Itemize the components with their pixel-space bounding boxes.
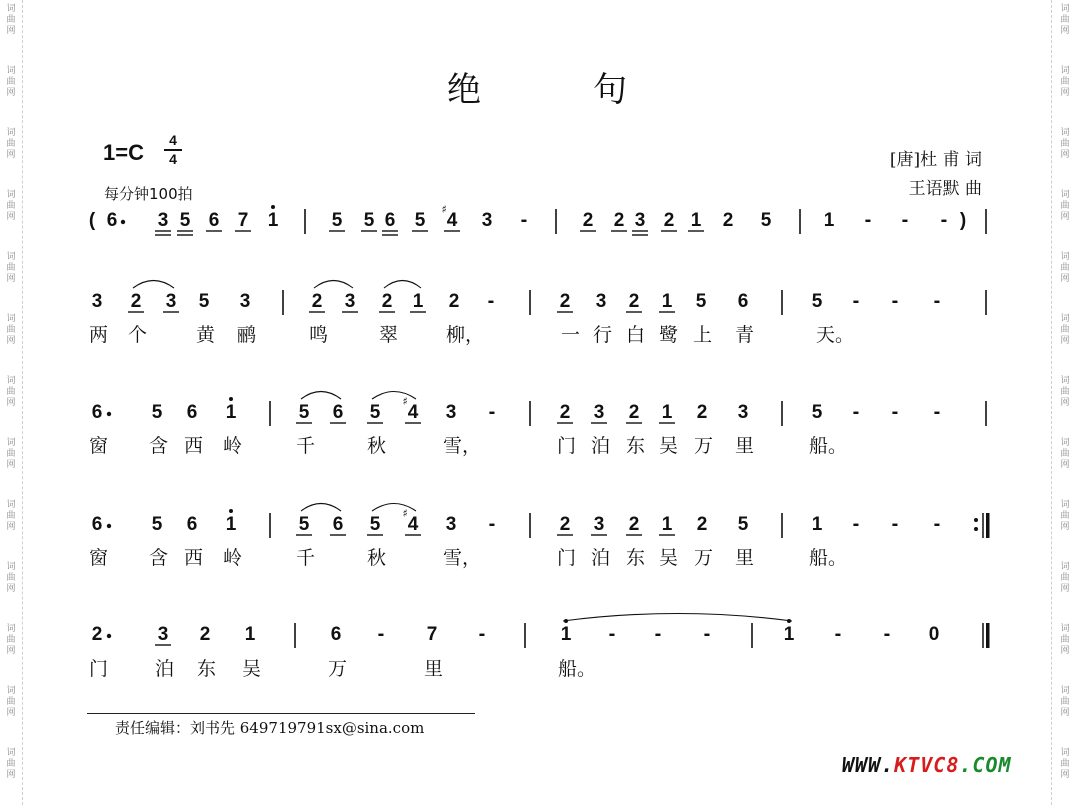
augmentation-dot — [107, 412, 111, 416]
note-digit: 2 — [696, 514, 708, 535]
augmentation-dot — [107, 524, 111, 528]
lyric-char: 窗 — [89, 547, 109, 569]
dash-sustain: - — [940, 209, 948, 231]
dash-sustain: - — [901, 209, 909, 231]
lyric-char: 吴 — [242, 658, 262, 680]
note-digit: 2 — [311, 291, 323, 312]
sharp-sign: ♯ — [402, 507, 408, 520]
note-digit: 3 — [157, 624, 169, 645]
watermark-text: 词 曲 网 — [1060, 252, 1070, 284]
slur-arc — [563, 614, 792, 622]
note-digit: 4 — [446, 210, 458, 231]
note-digit: 5 — [363, 210, 375, 231]
dash-sustain: - — [377, 623, 385, 645]
lyric-char: 千 — [296, 547, 316, 569]
note-digit: 1 — [267, 210, 279, 231]
repeat-dot-lower — [974, 527, 978, 531]
lyric-char: 含 — [149, 435, 169, 457]
repeat-barline-thick — [986, 513, 990, 538]
note-digit: 1 — [661, 402, 673, 423]
lyric-char: 一 — [561, 324, 581, 346]
lyric-char: 上 — [693, 324, 713, 346]
slur-arc — [372, 504, 416, 512]
note-digit: 1 — [244, 624, 256, 645]
dash-sustain: - — [891, 290, 899, 312]
repeat-dot-upper — [974, 518, 978, 522]
slur-arc — [133, 281, 174, 289]
lyric-char: 西 — [184, 547, 204, 569]
note-digit: 5 — [760, 210, 772, 231]
lyric-char: 船。 — [558, 658, 597, 680]
augmentation-dot — [107, 634, 111, 638]
dash-sustain: - — [703, 623, 711, 645]
dash-sustain: - — [933, 513, 941, 535]
watermark-text: 词 曲 网 — [1060, 748, 1070, 780]
note-digit: 2 — [663, 210, 675, 231]
watermark-text: 词 曲 网 — [6, 190, 16, 222]
note-digit: 6 — [91, 402, 103, 423]
note-digit: 3 — [481, 210, 493, 231]
lyric-char: 门 — [557, 435, 577, 457]
note-digit: 5 — [298, 514, 310, 535]
slur-arc — [372, 392, 416, 400]
slur-arc — [301, 392, 341, 400]
note-digit: 6 — [208, 210, 220, 231]
lyric-char: 岭 — [223, 547, 243, 569]
note-digit: 5 — [737, 514, 749, 535]
footer-rule — [87, 713, 475, 714]
lyric-char: 两 — [89, 324, 109, 346]
dash-sustain: - — [488, 513, 496, 535]
lyric-char: 柳， — [446, 324, 485, 346]
lyric-char: 鸣 — [309, 324, 329, 346]
note-digit: 3 — [165, 291, 177, 312]
watermark-text: 词 曲 网 — [6, 66, 16, 98]
lyric-char: 秋 — [367, 435, 387, 457]
dash-sustain: - — [520, 209, 528, 231]
watermark-text: 词 曲 网 — [1060, 128, 1070, 160]
lyric-char: 行 — [593, 324, 613, 346]
note-digit: 7 — [426, 624, 438, 645]
note-digit: 1 — [823, 210, 835, 231]
dash-sustain: - — [933, 290, 941, 312]
note-digit: 3 — [91, 291, 103, 312]
note-digit: 5 — [151, 402, 163, 423]
site-logo — [842, 753, 1012, 777]
note-digit: 5 — [298, 402, 310, 423]
note-digit: 5 — [695, 291, 707, 312]
lyric-char: 里 — [424, 658, 444, 680]
lyric-char: 吴 — [659, 435, 679, 457]
note-digit: 3 — [593, 402, 605, 423]
watermark-text: 词 曲 网 — [6, 748, 16, 780]
note-digit: 6 — [332, 402, 344, 423]
note-digit: 6 — [106, 210, 118, 231]
watermark-text: 词 曲 网 — [6, 128, 16, 160]
lyric-char: 里 — [735, 435, 755, 457]
final-barline-thick — [986, 623, 990, 648]
lyric-char: 白 — [626, 324, 646, 346]
lyric-char: 东 — [626, 547, 646, 569]
dash-sustain: - — [488, 401, 496, 423]
dash-sustain: - — [487, 290, 495, 312]
note-digit: 3 — [634, 210, 646, 231]
note-digit: 2 — [628, 514, 640, 535]
watermark-text: 词 曲 网 — [1060, 66, 1070, 98]
note-digit: 3 — [737, 402, 749, 423]
lyric-char: 船。 — [809, 435, 848, 457]
lyric-char: 船。 — [809, 547, 848, 569]
note-digit: 1 — [560, 624, 572, 645]
note-digit: 2 — [559, 291, 571, 312]
watermark-text: 词 曲 网 — [1060, 190, 1070, 222]
composer-credit: 王语默 曲 — [908, 179, 982, 199]
lyric-char: 万 — [328, 658, 348, 680]
note-digit: 6 — [186, 514, 198, 535]
time-signature-bottom: 4 — [169, 151, 177, 167]
note-digit: 6 — [737, 291, 749, 312]
note-digit: 3 — [593, 514, 605, 535]
sharp-sign: ♯ — [441, 203, 447, 216]
lyric-char: 千 — [296, 435, 316, 457]
note-digit: 1 — [225, 514, 237, 535]
lyric-char: 门 — [89, 658, 109, 680]
time-signature-top: 4 — [169, 132, 177, 148]
high-octave-dot — [229, 509, 233, 513]
note-digit: 2 — [199, 624, 211, 645]
site-logo-suffix: .COM — [959, 753, 1012, 777]
note-digit: 6 — [332, 514, 344, 535]
note-digit: 5 — [198, 291, 210, 312]
note-digit: 2 — [559, 514, 571, 535]
note-digit: 3 — [239, 291, 251, 312]
lyric-char: 雪， — [443, 547, 482, 569]
note-digit: 1 — [783, 624, 795, 645]
slur-arc — [314, 281, 353, 289]
lyric-char: 含 — [149, 547, 169, 569]
note-digit: 5 — [369, 514, 381, 535]
note-digit: 3 — [445, 402, 457, 423]
watermark-text: 词 曲 网 — [6, 438, 16, 470]
lyric-char: 泊 — [155, 658, 175, 680]
note-digit: 5 — [369, 402, 381, 423]
dash-sustain: - — [834, 623, 842, 645]
lyric-char: 个 — [128, 324, 148, 346]
watermark-text: 词 曲 网 — [1060, 500, 1070, 532]
note-digit: 7 — [237, 210, 249, 231]
lyric-char: 天。 — [816, 324, 855, 346]
note-digit: 2 — [613, 210, 625, 231]
note-digit: 2 — [91, 624, 103, 645]
watermark-text: 词 曲 网 — [1060, 624, 1070, 656]
lyric-char: 鹂 — [237, 324, 257, 346]
note-digit: 2 — [628, 291, 640, 312]
note-digit: 5 — [811, 402, 823, 423]
lyricist-credit: [唐]杜 甫 词 — [889, 150, 982, 170]
dash-sustain: - — [891, 401, 899, 423]
lyric-char: 秋 — [367, 547, 387, 569]
dash-sustain: - — [478, 623, 486, 645]
watermark-text: 词 曲 网 — [6, 562, 16, 594]
watermark-text: 词 曲 网 — [1060, 314, 1070, 346]
note-digit: 2 — [628, 402, 640, 423]
lyric-char: 黄 — [196, 324, 216, 346]
lyric-char: 万 — [694, 435, 714, 457]
note-digit: 1 — [225, 402, 237, 423]
key-signature: 1=C — [103, 140, 144, 165]
editor-credit: 责任编辑：刘书先 649719791sx@sina.com — [115, 719, 425, 737]
watermark-text: 词 曲 网 — [6, 252, 16, 284]
augmentation-dot — [121, 220, 125, 224]
title-char-2: 句 — [593, 70, 627, 110]
lyric-char: 泊 — [591, 435, 611, 457]
note-digit: 5 — [414, 210, 426, 231]
watermark-text: 词 曲 网 — [1060, 4, 1070, 36]
note-digit: 4 — [407, 514, 419, 535]
note-digit: 0 — [928, 624, 940, 645]
note-digit: 1 — [661, 291, 673, 312]
dash-sustain: - — [891, 513, 899, 535]
dash-sustain: - — [852, 513, 860, 535]
note-digit: 3 — [344, 291, 356, 312]
bracket: ( — [88, 210, 96, 231]
note-digit: 2 — [448, 291, 460, 312]
lyric-char: 青 — [735, 324, 755, 346]
watermark-text: 词 曲 网 — [1060, 562, 1070, 594]
watermark-text: 词 曲 网 — [6, 4, 16, 36]
lyric-char: 东 — [626, 435, 646, 457]
note-digit: 3 — [445, 514, 457, 535]
note-digit: 2 — [130, 291, 142, 312]
lyric-char: 东 — [197, 658, 217, 680]
note-digit: 6 — [330, 624, 342, 645]
lyric-char: 鹭 — [659, 324, 679, 346]
note-digit: 6 — [384, 210, 396, 231]
dash-sustain: - — [654, 623, 662, 645]
note-digit: 3 — [157, 210, 169, 231]
lyric-char: 窗 — [89, 435, 109, 457]
lyric-char: 翠 — [379, 324, 399, 346]
lyric-char: 吴 — [659, 547, 679, 569]
note-digit: 4 — [407, 402, 419, 423]
note-digit: 3 — [595, 291, 607, 312]
high-octave-dot — [271, 205, 275, 209]
note-digit: 2 — [722, 210, 734, 231]
slur-arc — [384, 281, 421, 289]
watermark-text: 词 曲 网 — [1060, 438, 1070, 470]
watermark-text: 词 曲 网 — [6, 624, 16, 656]
note-digit: 1 — [661, 514, 673, 535]
dash-sustain: - — [852, 401, 860, 423]
dash-sustain: - — [933, 401, 941, 423]
lyric-char: 西 — [184, 435, 204, 457]
watermark-text: 词 曲 网 — [1060, 686, 1070, 718]
note-digit: 2 — [381, 291, 393, 312]
sharp-sign: ♯ — [402, 395, 408, 408]
lyric-char: 门 — [557, 547, 577, 569]
bracket: ) — [959, 210, 967, 231]
lyric-char: 里 — [735, 547, 755, 569]
note-digit: 6 — [91, 514, 103, 535]
note-digit: 6 — [186, 402, 198, 423]
tempo-marking: 每分钟100拍 — [104, 185, 193, 203]
dash-sustain: - — [883, 623, 891, 645]
dash-sustain: - — [864, 209, 872, 231]
note-digit: 1 — [690, 210, 702, 231]
site-logo-prefix: WWW. — [842, 753, 895, 777]
watermark-text: 词 曲 网 — [6, 314, 16, 346]
note-digit: 5 — [811, 291, 823, 312]
watermark-text: 词 曲 网 — [1060, 376, 1070, 408]
lyric-char: 岭 — [223, 435, 243, 457]
note-digit: 5 — [331, 210, 343, 231]
dash-sustain: - — [608, 623, 616, 645]
note-digit: 1 — [412, 291, 424, 312]
note-digit: 2 — [582, 210, 594, 231]
watermark-text: 词 曲 网 — [6, 500, 16, 532]
lyric-char: 万 — [694, 547, 714, 569]
note-digit: 1 — [811, 514, 823, 535]
lyric-char: 雪， — [443, 435, 482, 457]
slur-arc — [301, 504, 341, 512]
note-digit: 5 — [179, 210, 191, 231]
lyric-char: 泊 — [591, 547, 611, 569]
dash-sustain: - — [852, 290, 860, 312]
note-digit: 2 — [696, 402, 708, 423]
watermark-text: 词 曲 网 — [6, 376, 16, 408]
note-digit: 2 — [559, 402, 571, 423]
site-logo-middle: KTVC8 — [894, 753, 960, 777]
note-digit: 5 — [151, 514, 163, 535]
title-char-1: 绝 — [447, 70, 481, 110]
watermark-text: 词 曲 网 — [6, 686, 16, 718]
high-octave-dot — [229, 397, 233, 401]
